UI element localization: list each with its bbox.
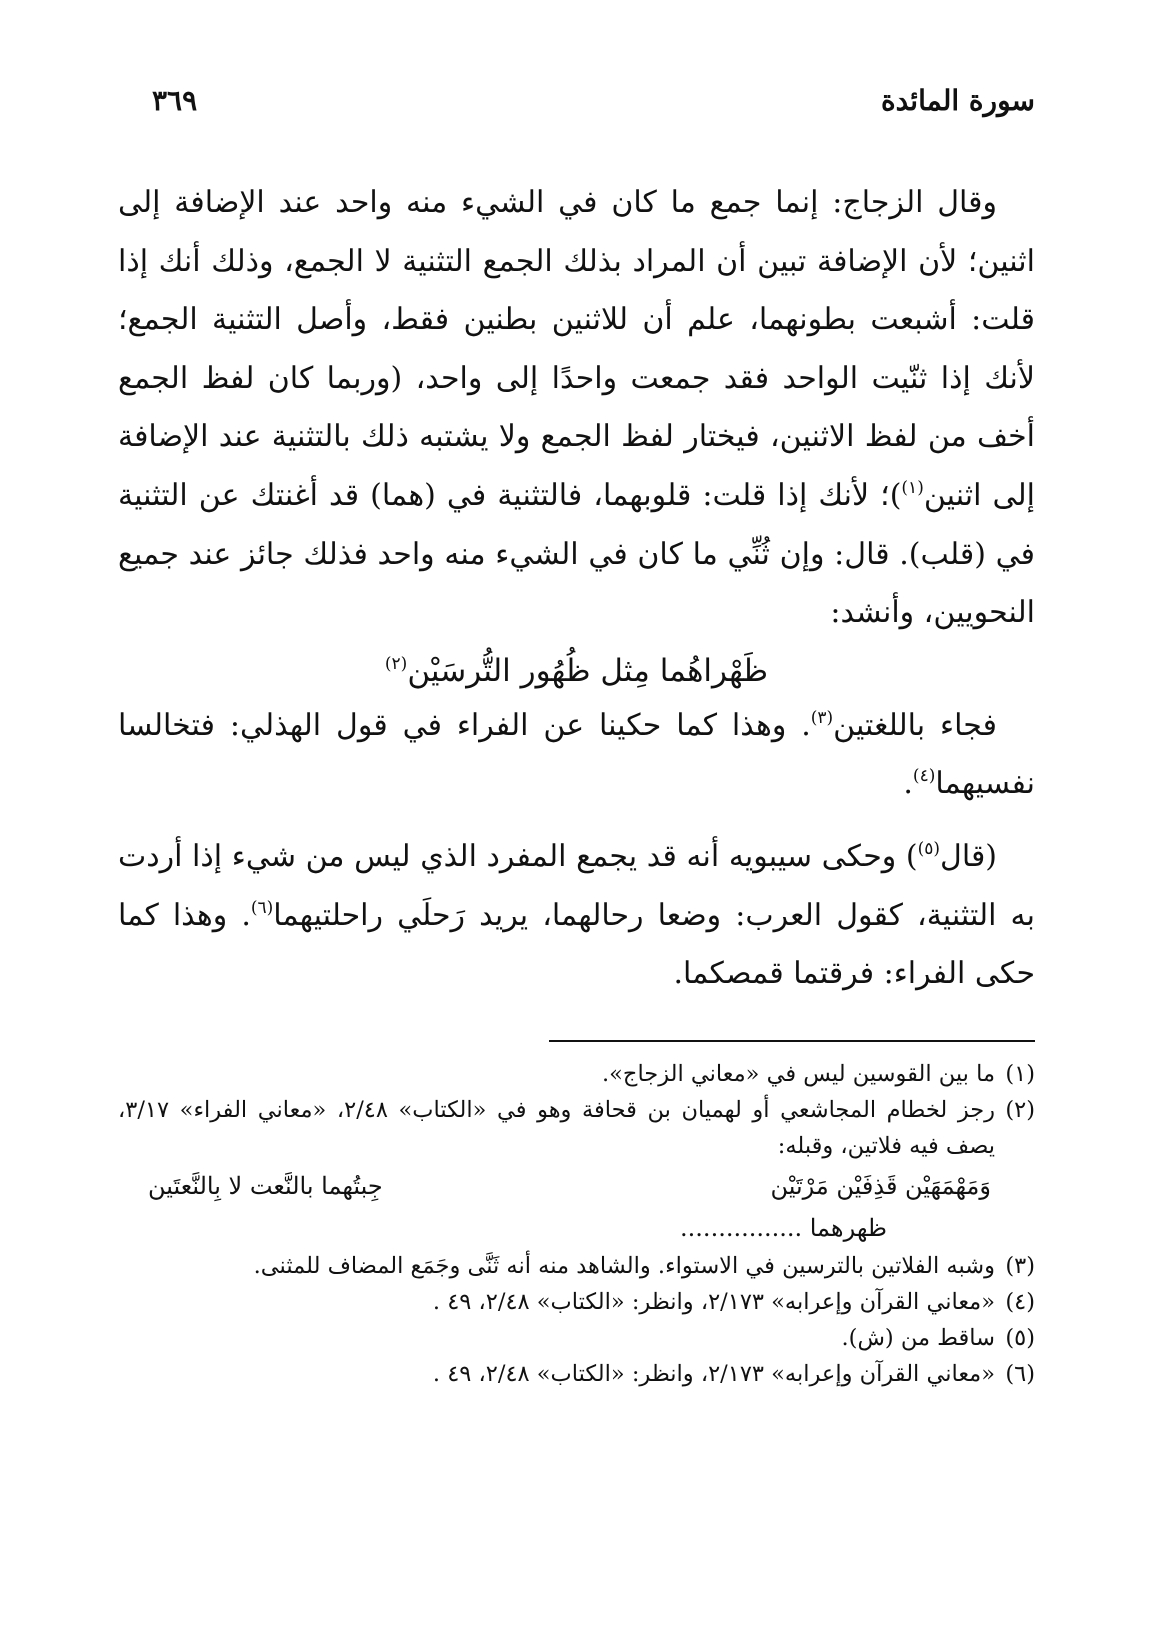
footnote-number: (١) bbox=[1005, 1060, 1035, 1087]
footnote-verse-second-half: جِبتُهما بالنَّعت لا بِالنَّعتَين bbox=[148, 1171, 383, 1200]
footnote-text: وشبه الفلاتين بالترسين في الاستواء. والشاهد منه أنه ثَنَّى وجَمَع المضاف للمثنى. bbox=[253, 1252, 995, 1279]
footnotes bbox=[118, 1056, 1035, 1392]
footnote-number: (٣) bbox=[1005, 1252, 1035, 1279]
footnote-ref-1: (١) bbox=[901, 477, 924, 498]
footnote-verse-line-1 bbox=[118, 1164, 1035, 1208]
paragraph-3-text-a: (قال bbox=[940, 838, 997, 874]
footnote-separator bbox=[549, 1040, 1035, 1042]
footnote-4 bbox=[118, 1284, 1035, 1320]
footnote-number: (٥) bbox=[1005, 1324, 1035, 1351]
footnote-2 bbox=[118, 1092, 1035, 1164]
paragraph-3-text-c: . وهذا كما حكى الفراء: فرقتما قمصكما. bbox=[118, 897, 1035, 992]
footnote-1 bbox=[118, 1056, 1035, 1092]
paragraph-3-text-b: ) وحكى سيبويه أنه قد يجمع المفرد الذي ليس من شيء إذا أردت به التثنية، كقول العرب: وضعا رحالهما، يريد رَحلَي راحلتيهما bbox=[118, 838, 1035, 933]
paragraph-2-text-b: . وهذا كما حكينا عن الفراء في قول الهذلي: فتخالسا نفسيهما bbox=[118, 707, 1035, 802]
footnote-verse-first-half: وَمَهْمَهَيْن قَذِفَيْن مَرْتَيْن bbox=[770, 1171, 991, 1200]
paragraph-3 bbox=[118, 828, 1035, 1004]
book-page bbox=[118, 84, 1035, 1392]
footnote-number: (٤) bbox=[1005, 1288, 1035, 1315]
paragraph-1 bbox=[118, 174, 1035, 643]
footnote-5 bbox=[118, 1320, 1035, 1356]
footnote-ref-4: (٤) bbox=[912, 766, 936, 787]
footnote-number: (٦) bbox=[1005, 1360, 1035, 1387]
footnote-text: «معاني القرآن وإعرابه» ٢/١٧٣، وانظر: «الكتاب» ٢/٤٨، ٤٩ . bbox=[432, 1288, 995, 1315]
running-title: سورة المائدة bbox=[880, 84, 1035, 117]
page-header bbox=[118, 84, 1035, 140]
paragraph-2-text-a: فجاء باللغتين bbox=[833, 707, 997, 743]
footnote-ref-2: (٢) bbox=[384, 653, 408, 674]
paragraph-1-text-a: وقال الزجاج: إنما جمع ما كان في الشيء منه واحد عند الإضافة إلى اثنين؛ لأن الإضافة تبين أن المراد بذلك الجمع التثنية لا الجمع، وذلك أنك إذا قلت: أشبعت بطونهما، علم أن للاثنين بطنين فقط، وأصل التثنية الجمع؛ لأنك إذا ثنّيت الواحد فقد جمعت واحدًا إلى واحد، (وربما كان لفظ الجمع أخف من لفظ الاثنين، فيختار لفظ الجمع ولا يشتبه ذلك بالتثنية عند الإضافة إلى اثنين bbox=[118, 185, 1035, 513]
verse-text: ظَهْراهُما مِثل ظُهُور التُّرسَيْن bbox=[407, 652, 769, 689]
footnote-verse-line-2: ظهرهما ................ bbox=[680, 1213, 887, 1242]
footnote-3 bbox=[118, 1248, 1035, 1284]
footnote-6 bbox=[118, 1356, 1035, 1392]
main-text bbox=[118, 174, 1035, 1004]
footnote-number: (٢) bbox=[1005, 1096, 1035, 1123]
paragraph-1-text-b: )؛ لأنك إذا قلت: قلوبهما، فالتثنية في (هما) قد أغنتك عن التثنية في (قلب). قال: وإن ثُنِّي ما كان في الشيء منه واحد فذلك جائز عند جميع النحويين، وأنشد: bbox=[118, 477, 1035, 631]
footnote-text: ما بين القوسين ليس في «معاني الزجاج». bbox=[602, 1060, 995, 1087]
footnote-text: ساقط من (ش). bbox=[841, 1324, 995, 1351]
footnote-text: «معاني القرآن وإعرابه» ٢/١٧٣، وانظر: «الكتاب» ٢/٤٨، ٤٩ . bbox=[432, 1360, 995, 1387]
page-number: ٣٦٩ bbox=[152, 84, 198, 117]
paragraph-2-text-c: . bbox=[903, 766, 913, 802]
paragraph-2 bbox=[118, 697, 1035, 814]
footnote-ref-3: (٣) bbox=[810, 707, 834, 728]
footnote-text: رجز لخطام المجاشعي أو لهميان بن قحافة وهو في «الكتاب» ٢/٤٨، «معاني الفراء» ٣/١٧، يصف فيه فلاتين، وقبله: bbox=[118, 1096, 996, 1159]
footnote-ref-6: (٦) bbox=[250, 897, 274, 918]
footnote-ref-5: (٥) bbox=[917, 838, 941, 859]
verse-line bbox=[118, 645, 1035, 697]
